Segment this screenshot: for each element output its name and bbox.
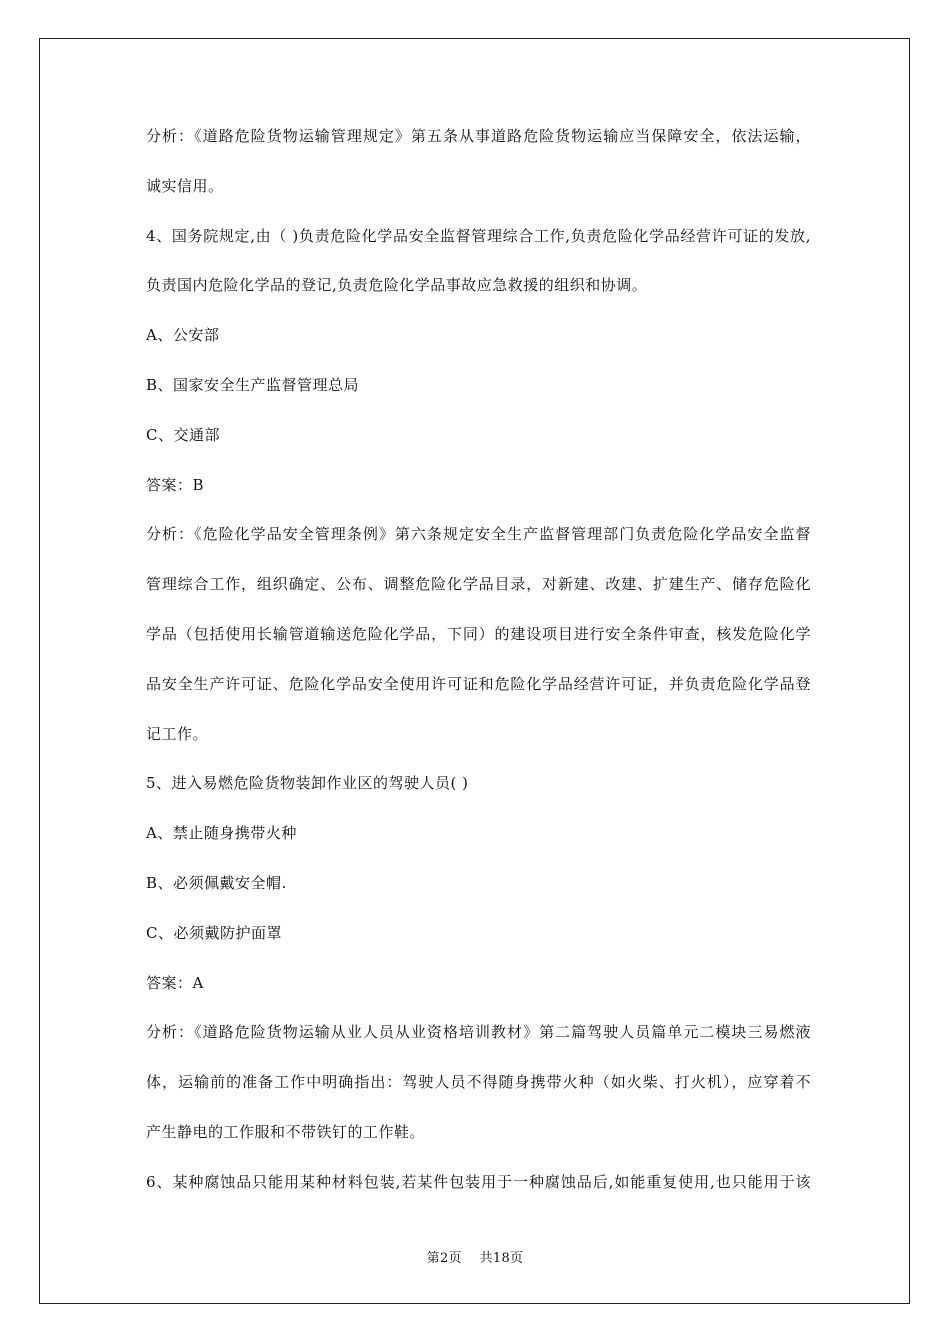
text-line: A、禁止随身携带火种 <box>146 824 297 843</box>
text-line: 分析：《危险化学品安全管理条例》第六条规定安全生产监督管理部门负责危险化学品安全监督 <box>146 525 811 544</box>
text-line: 记工作。 <box>146 724 209 743</box>
text-line: 体，运输前的准备工作中明确指出：驾驶人员不得随身携带火种（如火柴、打火机），应穿着不 <box>146 1073 811 1092</box>
text-line: 负责国内危险化学品的登记,负责危险化学品事故应急救援的组织和协调。 <box>146 276 648 295</box>
text-line: C、交通部 <box>146 425 220 444</box>
document-body <box>146 124 811 1195</box>
text-line: A、公安部 <box>146 326 220 345</box>
text-line: B、国家安全生产监督管理总局 <box>146 375 360 394</box>
text-line: C、必须戴防护面罩 <box>146 923 282 942</box>
text-line: 答案：A <box>146 973 204 992</box>
text-line: B、必须佩戴安全帽. <box>146 873 287 892</box>
page-total: 共18页 <box>479 1251 524 1266</box>
page-footer <box>0 1247 950 1266</box>
page-number: 第2页 <box>426 1251 462 1266</box>
text-line: 产生静电的工作服和不带铁钉的工作鞋。 <box>146 1122 426 1141</box>
text-line: 6、某种腐蚀品只能用某种材料包装,若某件包装用于一种腐蚀品后,如能重复使用,也只能用于该 <box>146 1172 811 1191</box>
text-line: 4、国务院规定,由（ )负责危险化学品安全监督管理综合工作,负责危险化学品经营许可证的发放, <box>146 226 811 245</box>
text-line: 分析：《道路危险货物运输从业人员从业资格培训教材》第二篇驾驶人员篇单元二模块三易燃液 <box>146 1023 811 1042</box>
text-line: 管理综合工作，组织确定、公布、调整危险化学品目录，对新建、改建、扩建生产、储存危险化 <box>146 575 811 594</box>
text-line: 诚实信用。 <box>146 176 224 195</box>
text-line: 分析：《道路危险货物运输管理规定》第五条从事道路危险货物运输应当保障安全，依法运输， <box>146 127 811 145</box>
text-line: 品安全生产许可证、危险化学品安全使用许可证和危险化学品经营许可证，并负责危险化学品登 <box>146 674 811 693</box>
text-line: 学品（包括使用长输管道输送危险化学品，下同）的建设项目进行安全条件审查，核发危险化学 <box>146 624 811 643</box>
text-line: 5、进入易燃危险货物装卸作业区的驾驶人员( ) <box>146 774 469 793</box>
text-line: 答案：B <box>146 475 205 494</box>
